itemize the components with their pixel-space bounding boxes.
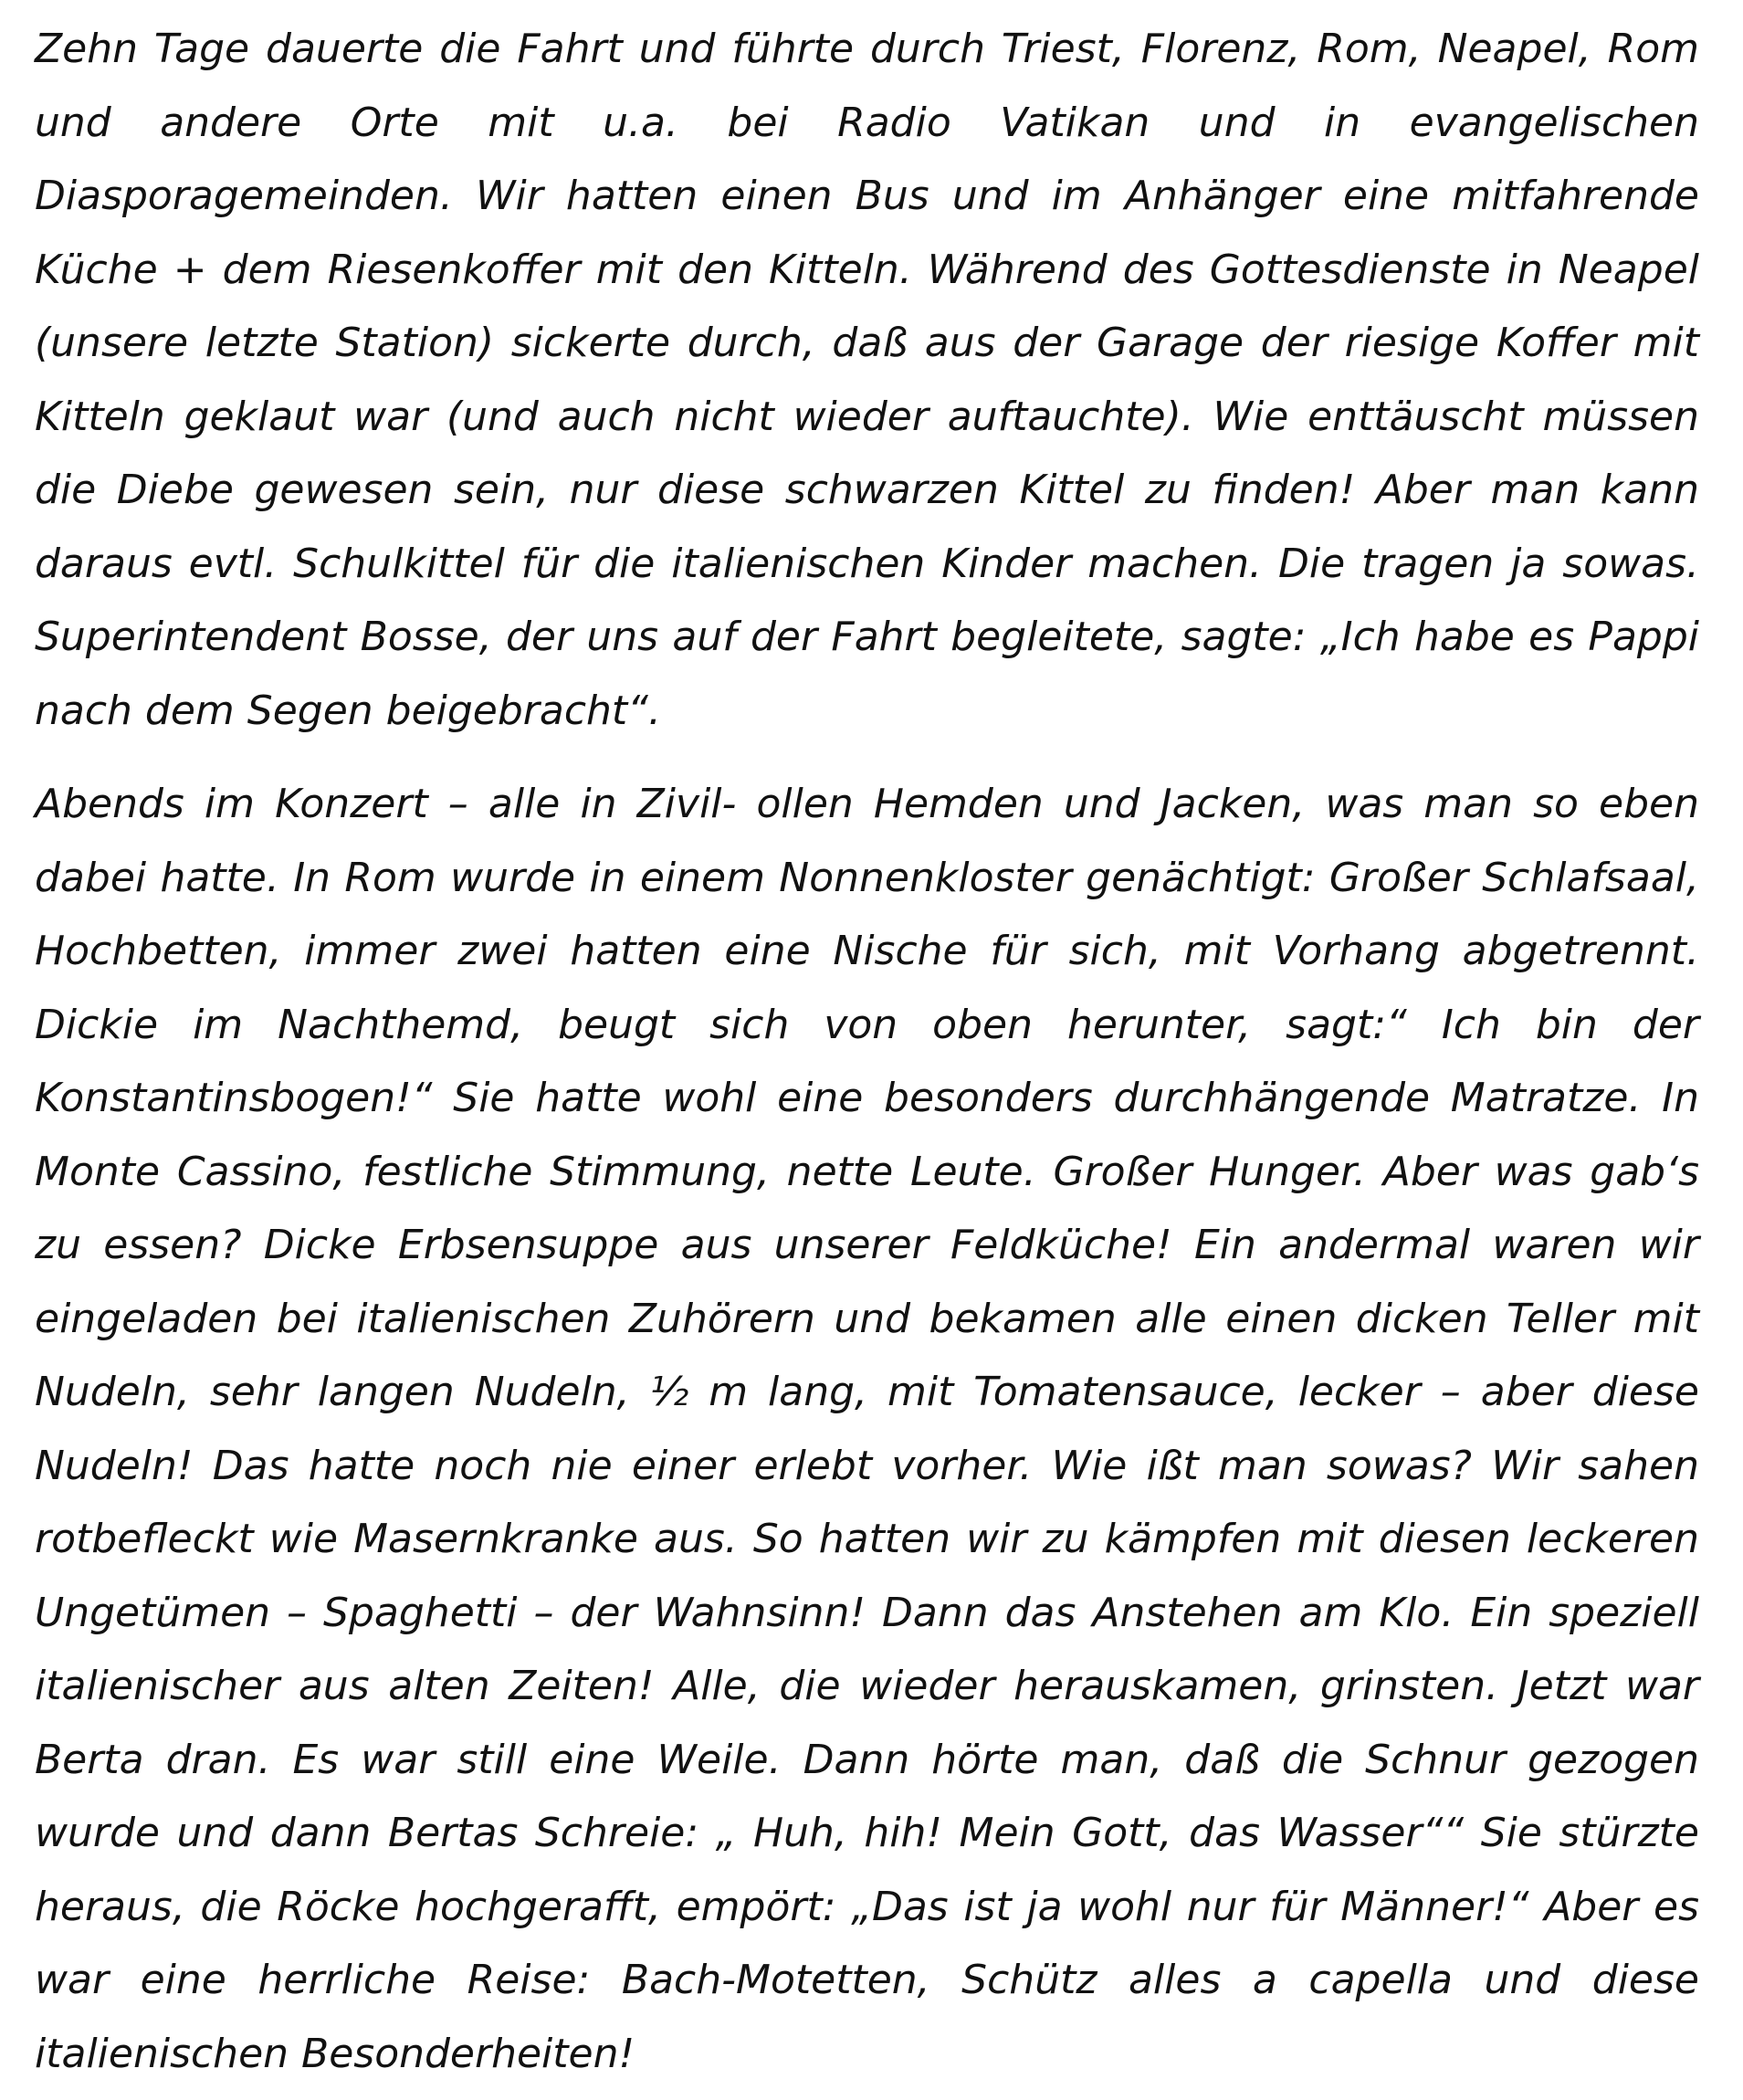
paragraph-travel-and-stolen-suitcase: Zehn Tage dauerte die Fahrt und führte durch Triest, Florenz, Rom, Neapel, Rom und andere Orte mit u.a. bei Radio Vatikan und in evangelischen Diasporagemeinden. Wir hatten einen Bus und im Anhänger eine mitfahrende Küche + dem Riesenkoffer mit den Kitteln. Während des Gottesdienste in Neapel (unsere letzte Station) sickerte durch, daß aus der Garage der riesige Koffer mit Kitteln geklaut war (und auch nicht wieder auftauchte). Wie enttäuscht müssen die Diebe gewesen sein, nur diese schwarzen Kittel zu finden! Aber man kann daraus evtl. Schulkittel für die italienischen Kinder machen. Die tragen ja sowas. Superintendent Bosse, der uns auf der Fahrt begleitete, sagte: „Ich habe es Pappi nach dem Segen beigebracht“.: [35, 26, 1699, 734]
paragraph-rome-and-italian-food: Abends im Konzert – alle in Zivil- ollen Hemden und Jacken, was man so eben dabei hatte. In Rom wurde in einem Nonnenkloster genächtigt: Großer Schlafsaal, Hochbetten, immer zwei hatten eine Nische für sich, mit Vorhang abgetrennt. Dickie im Nachthemd, beugt sich von oben herunter, sagt:“ Ich bin der Konstantinsbogen!“ Sie hatte wohl eine besonders durchhängende Matratze. In Monte Cassino, festliche Stimmung, nette Leute. Großer Hunger. Aber was gab‘s zu essen? Dicke Erbsensuppe aus unserer Feldküche! Ein andermal waren wir eingeladen bei italienischen Zuhörern und bekamen alle einen dicken Teller mit Nudeln, sehr langen Nudeln, ½ m lang, mit Tomatensauce, lecker – aber diese Nudeln! Das hatte noch nie einer erlebt vorher. Wie ißt man sowas? Wir sahen rotbefleckt wie Masernkranke aus. So hatten wir zu kämpfen mit diesen leckeren Ungetümen – Spaghetti – der Wahnsinn! Dann das Anstehen am Klo. Ein speziell italienischer aus alten Zeiten! Alle, die wieder herauskamen, grinsten. Jetzt war Berta dran. Es war still eine Weile. Dann hörte man, daß die Schnur gezogen wurde und dann Bertas Schreie: „ Huh, hih! Mein Gott, das Wasser““ Sie stürzte heraus, die Röcke hochgerafft, empört: „Das ist ja wohl nur für Männer!“ Aber es war eine herrliche Reise: Bach-Motetten, Schütz alles a capella und diese italienischen Besonderheiten!: [35, 781, 1699, 2077]
